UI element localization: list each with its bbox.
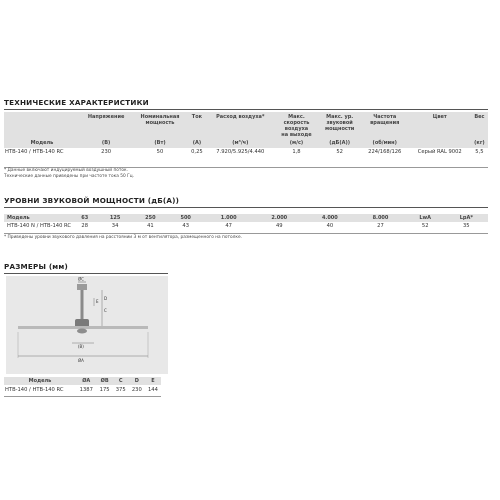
specs-title: ТЕХНИЧЕСКИЕ ХАРАКТЕРИСТИКИ [4,98,149,107]
cell-color: Серый RAL 9002 [417,149,462,155]
cell-freq: 224/168/126 [368,149,402,155]
sound-cell-8000: 27 [377,223,384,229]
sound-header-4000: 4.000 [321,215,338,221]
sound-cell-1000: 47 [225,223,232,229]
dim-cell-a: 1387 [79,386,93,393]
cell-current: 0,25 [191,149,203,155]
fan-dimension-diagram [6,276,168,374]
sound-cell-lpa: 35 [463,223,470,229]
ceiling-mount [77,284,87,290]
specs-title-rule [4,109,488,110]
sound-cell-2000: 49 [275,223,283,229]
dimensions-table [4,377,161,394]
cell-sound: 52 [336,149,343,155]
dimensions-header-row [4,377,161,385]
table-row [4,148,488,156]
specs-header-current: Ток [191,114,203,120]
sound-header-8000: 8.000 [372,215,389,221]
dim-header-d: D [134,378,139,384]
unit-freq: (об/мин) [372,140,397,146]
specs-note-1: * Данные включают индуцируемый воздушный поток. [4,168,128,173]
sound-cell-125: 34 [111,223,119,229]
sound-header-2000: 2.000 [271,215,288,221]
specs-header-speed: Макс. скорость воздуха на выходе [281,114,312,138]
label-c2: C [104,308,107,313]
sound-header-model: Модель [7,215,30,221]
unit-voltage: (В) [101,140,111,146]
specs-header-airflow: Расход воздуха* [216,114,265,120]
cell-weight: 5,5 [475,149,484,155]
specs-header-freq: Частота вращения [370,114,400,126]
table-row [4,222,488,230]
sound-table [4,214,488,230]
specs-header-weight: Вес [474,114,485,120]
dim-cell-model: HTB-140 / HTB-140 RC [5,386,64,393]
dim-header-model: Модель [28,378,52,384]
dimensions-title-rule [4,273,168,274]
table-row [4,385,161,394]
unit-weight: (кг) [474,140,485,146]
cell-voltage: 230 [101,149,112,155]
sound-cell-4000: 40 [326,223,334,229]
dimensions-title: РАЗМЕРЫ (мм) [4,262,68,271]
unit-current: (A) [192,140,202,146]
unit-power: (Вт) [154,140,166,146]
sound-cell-63: 28 [81,223,89,229]
sound-header-250: 250 [145,215,156,221]
specs-header-sound: Макс. ур. звуковой мощности [324,114,355,132]
fan-drawing [6,276,168,374]
sound-title-rule [4,207,488,208]
dimensions-table-rule [4,396,161,397]
dim-cell-c: 375 [115,386,126,393]
specs-header-row [4,112,488,140]
label-e: E [96,299,99,304]
label-d: D [104,296,108,301]
dim-cell-d: 230 [131,386,142,393]
dim-cell-e: 144 [147,386,158,393]
sound-cell-500: 43 [182,223,189,229]
sound-cell-model: HTB-140 N / HTB-140 RC [7,223,71,229]
label-c: ØC [78,276,84,282]
unit-speed: (м/с) [289,140,304,146]
specs-header-voltage: Напряжение [87,114,125,120]
dim-cell-b: 175 [99,386,110,393]
sound-title: УРОВНИ ЗВУКОВОЙ МОЩНОСТИ (дБ(A)) [4,196,180,205]
sound-header-row [4,214,488,222]
sound-note: * Приведены уровни звукового давления на расстоянии 3 м от вентилятора, размещенного на потолке. [4,235,242,240]
sound-header-1000: 1.000 [220,215,237,221]
dim-header-c: C [118,378,123,384]
sound-header-125: 125 [109,215,121,221]
cell-model: HTB-140 / HTB-140 RC [5,149,64,155]
label-b: (B) [78,344,84,349]
specs-note-2: Технические данные приведены при частоте тока 50 Гц. [4,174,135,179]
sound-header-63: 63 [81,215,89,221]
specs-header-color: Цвет [432,114,447,120]
specs-table [4,112,488,156]
label-a: ØA [78,358,84,363]
specs-header-power: Номинальная мощность [140,114,180,126]
sound-cell-250: 41 [147,223,154,229]
fan-blade [18,326,148,329]
sound-cell-lwa: 52 [421,223,429,229]
cell-speed: 1,8 [292,149,301,155]
sound-header-lpa: LpA* [459,215,473,221]
sound-header-lwa: LwA [419,215,432,221]
hub [77,329,87,334]
sound-table-rule [4,233,488,234]
dim-header-a: ØA [82,378,91,384]
cell-airflow: 7.920/5.925/4.440 [216,149,265,155]
cell-power: 50 [156,149,164,155]
unit-color [409,140,471,148]
specs-header-model: Модель [30,140,54,146]
dim-header-b: ØB [100,378,109,384]
sound-header-500: 500 [180,215,191,221]
unit-airflow: (м³/ч) [232,140,249,146]
dim-header-e: E [151,378,155,384]
unit-sound: (дБ(A)) [329,140,351,146]
